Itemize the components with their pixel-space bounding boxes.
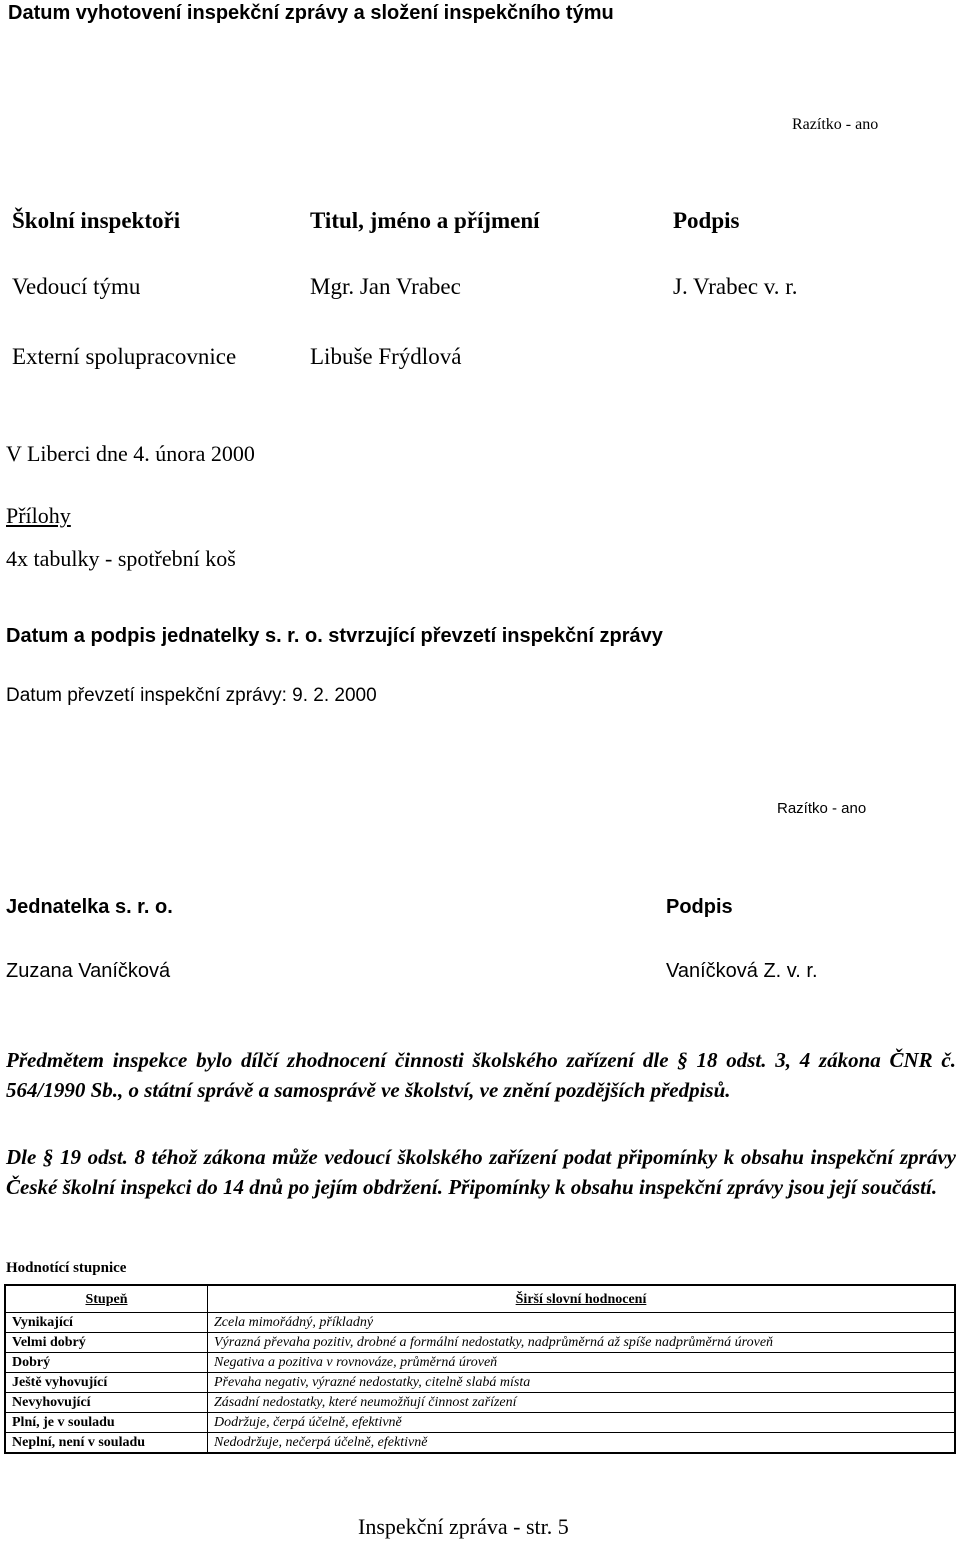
grade-cell: Velmi dobrý <box>5 1333 208 1353</box>
table-row <box>5 1393 955 1413</box>
table-row <box>5 1433 955 1454</box>
handover-signature-label: Podpis <box>666 896 733 918</box>
table-row <box>5 1353 955 1373</box>
page-heading: Datum vyhotovení inspekční zprávy a složení inspekčního týmu <box>8 2 614 24</box>
column-header-grade: Stupeň <box>5 1285 208 1313</box>
legal-text <box>6 1045 956 1105</box>
table-row <box>5 1313 955 1333</box>
legal-paragraph: Předmětem inspekce bylo dílčí zhodnocení činnosti školského zařízení dle § 18 odst. 3, 4 zákona ČNR č. 564/1990 Sb., o státní správě a samosprávě ve školství, ve znění pozdějších předpisů. <box>6 1048 956 1102</box>
place-date: V Liberci dne 4. února 2000 <box>6 441 255 466</box>
page-footer: Inspekční zpráva - str. 5 <box>358 1514 569 1539</box>
table-header-row <box>5 1285 955 1313</box>
description-cell: Negativa a pozitiva v rovnováze, průměrná úroveň <box>208 1353 956 1373</box>
team-header-signature: Podpis <box>673 208 740 233</box>
team-row-role: Vedoucí týmu <box>12 274 141 299</box>
description-cell: Převaha negativ, výrazné nedostatky, citelně slabá místa <box>208 1373 956 1393</box>
attachments-title: Přílohy <box>6 503 71 528</box>
scale-title: Hodnotící stupnice <box>6 1260 127 1276</box>
table-row <box>5 1333 955 1353</box>
description-cell: Nedodržuje, nečerpá účelně, efektivně <box>208 1433 956 1454</box>
handover-role-label: Jednatelka s. r. o. <box>6 896 173 918</box>
handover-date: Datum převzetí inspekční zprávy: 9. 2. 2000 <box>6 685 377 706</box>
team-row-name: Mgr. Jan Vrabec <box>310 274 461 299</box>
stamp-note-2: Razítko - ano <box>777 800 867 817</box>
table-row <box>5 1413 955 1433</box>
description-cell: Zásadní nedostatky, které neumožňují činnost zařízení <box>208 1393 956 1413</box>
column-header-description: Širší slovní hodnocení <box>208 1285 956 1313</box>
description-cell: Zcela mimořádný, příkladný <box>208 1313 956 1333</box>
team-row-role: Externí spolupracovnice <box>12 344 237 369</box>
description-cell: Dodržuje, čerpá účelně, efektivně <box>208 1413 956 1433</box>
attachments-item: 4x tabulky - spotřební koš <box>6 546 236 571</box>
grade-cell: Nevyhovující <box>5 1393 208 1413</box>
grade-cell: Vynikající <box>5 1313 208 1333</box>
grade-cell: Plní, je v souladu <box>5 1413 208 1433</box>
grade-cell: Ještě vyhovující <box>5 1373 208 1393</box>
stamp-note-1: Razítko - ano <box>792 116 879 133</box>
team-header-name: Titul, jméno a příjmení <box>310 208 540 233</box>
handover-title: Datum a podpis jednatelky s. r. o. stvrzující převzetí inspekční zprávy <box>6 625 663 647</box>
grade-cell: Dobrý <box>5 1353 208 1373</box>
grade-cell: Neplní, není v souladu <box>5 1433 208 1454</box>
table-row <box>5 1373 955 1393</box>
legal-text <box>6 1142 956 1202</box>
team-row-name: Libuše Frýdlová <box>310 344 462 369</box>
handover-name: Zuzana Vaníčková <box>6 960 171 982</box>
handover-signature: Vaníčková Z. v. r. <box>666 960 818 982</box>
team-row-signature: J. Vrabec v. r. <box>673 274 798 299</box>
grading-scale-table <box>4 1284 956 1454</box>
team-header-role: Školní inspektoři <box>12 208 181 233</box>
description-cell: Výrazná převaha pozitiv, drobné a formální nedostatky, nadprůměrná až spíše nadprůměrná úroveň <box>208 1333 956 1353</box>
legal-paragraph: Dle § 19 odst. 8 téhož zákona může vedoucí školského zařízení podat připomínky k obsahu inspekční zprávy České školní inspekci do 14 dnů po jejím obdržení. Připomínky k obsahu inspekční zprávy jsou její součástí. <box>6 1145 956 1199</box>
